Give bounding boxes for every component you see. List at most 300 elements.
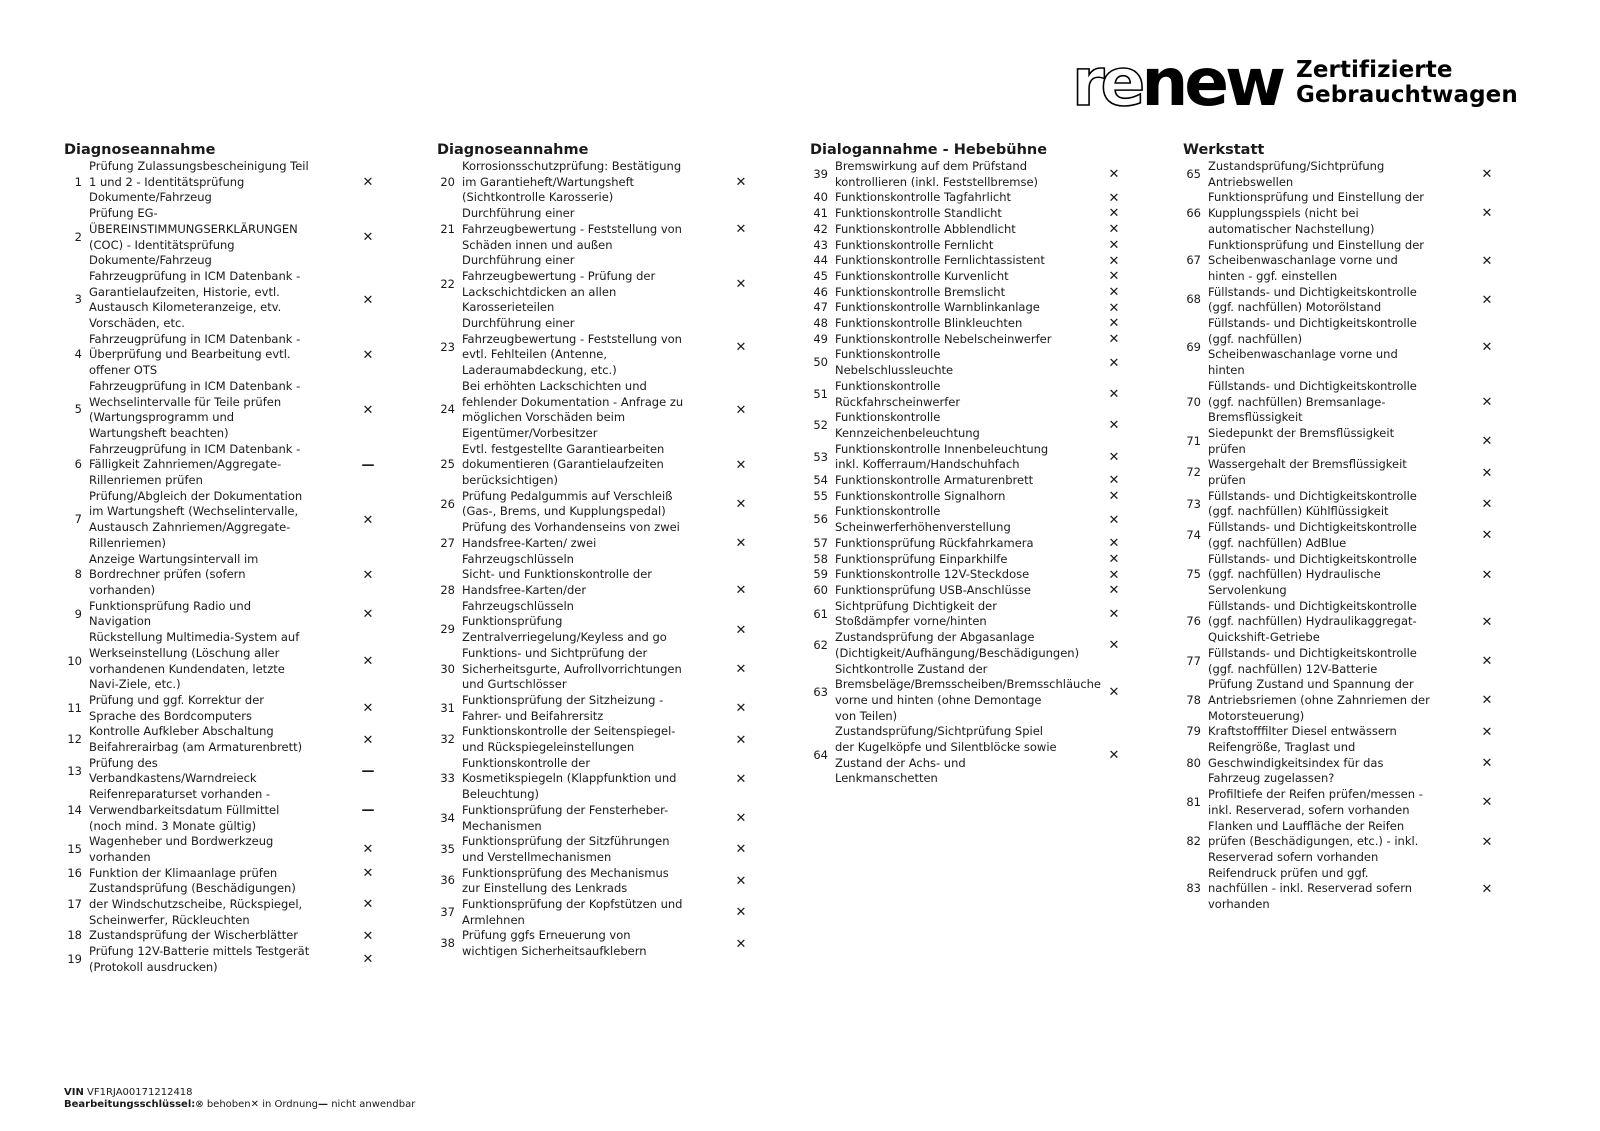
status-mark-icon: ✕	[362, 732, 374, 748]
item-text: Sichtprüfung Dichtigkeit der Stoßdämpfer vorne/hinten	[835, 598, 997, 629]
item-text: Funktionskontrolle Rückfahrscheinwerfer	[835, 378, 961, 409]
status-mark-icon: ✕	[362, 606, 374, 622]
checklist-item	[1183, 599, 1505, 646]
item-number: 57	[813, 535, 828, 550]
item-text: Funktionsprüfung der Kopfstützen und Armlehnen	[462, 897, 683, 927]
item-text: Wagenheber und Bordwerkzeug vorhanden	[89, 834, 274, 864]
checklist-column-3	[810, 141, 1132, 787]
item-text: Evtl. festgestellte Garantiearbeiten dokumentieren (Garantielaufzeiten berücksichtigen)	[462, 441, 665, 488]
status-mark-icon: ✕	[362, 175, 374, 191]
status-mark-icon: ✕	[735, 732, 747, 748]
checklist-item	[64, 866, 386, 882]
item-text: Zustandsprüfung/Sichtprüfung Antriebswellen	[1208, 159, 1385, 189]
status-mark-icon: —	[361, 457, 375, 473]
item-text: Prüfung Zustand und Spannung der Antriebsriemen (ohne Zahnriemen der Motorsteuerung)	[1208, 677, 1430, 723]
item-number: 14	[67, 802, 82, 817]
vin-line: VIN VF1RJA00171212418	[64, 1087, 193, 1098]
status-mark-icon: ✕	[362, 512, 374, 528]
status-mark-icon: ✕	[1108, 269, 1120, 285]
status-mark-icon: ✕	[1481, 567, 1493, 583]
checklist-item	[437, 379, 759, 442]
status-mark-icon: ✕	[735, 811, 747, 827]
status-mark-icon: ✕	[1481, 465, 1493, 481]
status-mark-icon: ✕	[362, 865, 374, 881]
item-text: Funktions- und Sichtprüfung der Sicherheitsgurte, Aufrollvorrichtungen und Gurtschlösser	[462, 645, 682, 692]
item-number: 70	[1186, 394, 1201, 409]
checklist-item	[64, 834, 386, 865]
status-mark-icon: ✕	[362, 292, 374, 308]
item-number: 31	[440, 700, 455, 715]
checklist-item	[64, 552, 386, 599]
checklist-item	[437, 253, 759, 316]
item-text: Funktionskontrolle der Kosmetikspiegeln (Klappfunktion und Beleuchtung)	[462, 755, 677, 802]
checklist-item	[810, 379, 1132, 410]
item-text: Prüfung 12V-Batterie mittels Testgerät (Protokoll ausdrucken)	[89, 944, 310, 974]
checklist-item	[1183, 866, 1505, 913]
item-text: Funktionsprüfung und Einstellung der Scheibenwaschanlage vorne und hinten - ggf. einstellen	[1208, 237, 1425, 283]
item-text: Funktionskontrolle Bremslicht	[835, 284, 1006, 299]
checklist-item	[810, 442, 1132, 473]
checklist-item	[810, 630, 1132, 661]
checklist-item	[64, 269, 386, 332]
checklist-item	[64, 630, 386, 693]
item-text: Durchführung einer Fahrzeugbewertung - Prüfung der Lackschichtdicken an allen Karosserieteilen	[462, 253, 656, 315]
item-text: Füllstands- und Dichtigkeitskontrolle (ggf. nachfüllen) Scheibenwaschanlage vorne und hinten	[1208, 316, 1417, 378]
item-text: Durchführung einer Fahrzeugbewertung - Feststellung von evtl. Fehlteilen (Antenne, Laderaumabdeckung, etc.)	[462, 316, 682, 378]
item-text: Sicht- und Funktionskontrolle der Handsfree-Karten/der Fahrzeugschlüsseln	[462, 567, 653, 613]
item-number: 6	[74, 457, 82, 472]
checklist-item	[64, 379, 386, 442]
item-text: Füllstands- und Dichtigkeitskontrolle (ggf. nachfüllen) Hydraulikaggregat-Quickshift-Getriebe	[1208, 598, 1417, 645]
item-text: Funktionsprüfung des Mechanismus zur Einstellung des Lenkrads	[462, 865, 669, 896]
status-mark-icon: ✕	[1108, 237, 1120, 253]
status-mark-icon: ✕	[362, 347, 374, 363]
status-mark-icon: ✕	[1481, 834, 1493, 850]
checklist-column-1	[64, 141, 386, 976]
item-text: Anzeige Wartungsintervall im Bordrechner prüfen (sofern vorhanden)	[89, 551, 259, 597]
item-text: Prüfung des Vorhandenseins von zwei Handsfree-Karten/ zwei Fahrzeugschlüsseln	[462, 520, 680, 566]
status-mark-icon: ✕	[1481, 434, 1493, 450]
item-number: 15	[67, 842, 82, 857]
status-mark-icon: ✕	[1481, 528, 1493, 544]
item-number: 30	[440, 661, 455, 676]
item-number: 26	[440, 496, 455, 511]
item-text: Fahrzeugprüfung in ICM Datenbank - Wechselintervalle für Teile prüfen (Wartungsprogramm und Wartungsheft beachten)	[89, 378, 301, 440]
checklist-item	[1183, 285, 1505, 316]
item-number: 17	[67, 897, 82, 912]
item-number: 50	[813, 355, 828, 370]
item-number: 39	[813, 166, 828, 181]
status-mark-icon: ✕	[1108, 206, 1120, 222]
checklist-item	[437, 442, 759, 489]
checklist-item	[810, 410, 1132, 441]
status-mark-icon: ✕	[1108, 418, 1120, 434]
vin-value: VF1RJA00171212418	[87, 1087, 193, 1098]
checklist-item	[437, 724, 759, 755]
item-number: 66	[1186, 206, 1201, 221]
status-mark-icon: ✕	[1108, 284, 1120, 300]
checklist-item	[64, 928, 386, 944]
item-number: 25	[440, 457, 455, 472]
checklist-item	[810, 552, 1132, 568]
checklist-item	[810, 332, 1132, 348]
item-text: Funktionskontrolle Nebelschlussleuchte	[835, 347, 954, 378]
checklist-item	[437, 567, 759, 614]
processing-key-legend: Bearbeitungsschlüssel:⊗ behoben✕ in Ordnung— nicht anwendbar	[64, 1099, 416, 1110]
item-number: 35	[440, 842, 455, 857]
item-number: 83	[1186, 881, 1201, 896]
status-mark-icon: ✕	[735, 873, 747, 889]
status-mark-icon: ✕	[1108, 332, 1120, 348]
item-number: 58	[813, 551, 828, 566]
status-mark-icon: ✕	[1108, 222, 1120, 238]
checklist-item	[64, 599, 386, 630]
checklist-item	[810, 473, 1132, 489]
item-text: Prüfung ggfs Erneuerung von wichtigen Sicherheitsaufklebern	[462, 928, 647, 959]
renew-logo	[1072, 44, 1518, 121]
item-text: Funktionskontrolle Fernlicht	[835, 237, 994, 252]
item-text: Prüfung EG-ÜBEREINSTIMMUNGSERKLÄRUNGEN (COC) - Identitätsprüfung Dokumente/Fahrzeug	[89, 206, 298, 268]
status-mark-icon: ✕	[362, 402, 374, 418]
checklist-item	[64, 489, 386, 552]
status-mark-icon: ✕	[735, 622, 747, 638]
checklist-item	[64, 787, 386, 834]
item-text: Zustandsprüfung der Abgasanlage (Dichtigkeit/Aufhängung/Beschädigungen)	[835, 630, 1080, 660]
checklist-item	[810, 504, 1132, 535]
status-mark-icon: ✕	[1108, 253, 1120, 269]
status-mark-icon: ✕	[735, 175, 747, 191]
item-number: 46	[813, 284, 828, 299]
item-number: 44	[813, 253, 828, 268]
checklist-item	[810, 285, 1132, 301]
status-mark-icon: ✕	[735, 222, 747, 238]
item-text: Fahrzeugprüfung in ICM Datenbank - Überprüfung und Bearbeitung evtl. offener OTS	[89, 331, 301, 378]
status-mark-icon: ✕	[1108, 567, 1120, 583]
item-number: 33	[440, 771, 455, 786]
status-mark-icon: ✕	[1481, 693, 1493, 709]
checklist-item	[1183, 379, 1505, 426]
item-text: Funktionskontrolle Nebelscheinwerfer	[835, 331, 1052, 346]
item-number: 77	[1186, 653, 1201, 668]
item-number: 59	[813, 567, 828, 582]
checklist-item	[810, 724, 1132, 787]
status-mark-icon: ✕	[1108, 167, 1120, 183]
item-number: 62	[813, 637, 828, 652]
checklist-item	[1183, 159, 1505, 190]
item-text: Funktionsprüfung und Einstellung der Kupplungsspiels (nicht bei automatischer Nachstellung)	[1208, 190, 1425, 236]
item-number: 51	[813, 386, 828, 401]
item-number: 55	[813, 488, 828, 503]
item-text: Zustandsprüfung der Wischerblätter	[89, 928, 299, 943]
item-text: Funktionskontrolle Blinkleuchten	[835, 316, 1023, 331]
status-mark-icon: ✕	[1481, 496, 1493, 512]
checklist-item	[437, 316, 759, 379]
item-number: 76	[1186, 614, 1201, 629]
item-number: 7	[74, 512, 82, 527]
checklist-item	[437, 646, 759, 693]
item-text: Zustandsprüfung/Sichtprüfung Spiel der Kugelköpfe und Silentblöcke sowie Zustand der Achs- und Lenkmanschetten	[835, 724, 1057, 786]
item-number: 49	[813, 331, 828, 346]
checklist-item	[437, 693, 759, 724]
status-mark-icon: ✕	[1108, 387, 1120, 403]
status-mark-icon: ✕	[362, 842, 374, 858]
item-number: 36	[440, 873, 455, 888]
checklist-item	[1183, 238, 1505, 285]
status-mark-icon: ✕	[735, 936, 747, 952]
status-mark-icon: ✕	[362, 928, 374, 944]
item-text: Wassergehalt der Bremsflüssigkeit prüfen	[1208, 457, 1407, 488]
item-number: 40	[813, 190, 828, 205]
logo-subtitle-line1: Zertifizierte	[1296, 57, 1453, 83]
item-text: Funktionskontrolle Tagfahrlicht	[835, 190, 1012, 205]
status-mark-icon: ✕	[735, 661, 747, 677]
checklist-item	[437, 489, 759, 520]
item-text: Durchführung einer Fahrzeugbewertung - Feststellung von Schäden innen und außen	[462, 206, 682, 252]
item-text: Reifengröße, Traglast und Geschwindigkeitsindex für das Fahrzeug zugelassen?	[1208, 740, 1384, 786]
item-text: Zustandsprüfung (Beschädigungen) der Windschutzscheibe, Rückspiegel, Scheinwerfer, Rückleuchten	[89, 881, 303, 927]
checklist-item	[437, 756, 759, 803]
ok-symbol: ✕	[250, 1099, 260, 1110]
item-number: 56	[813, 512, 828, 527]
item-number: 10	[67, 653, 82, 668]
status-mark-icon: ✕	[1108, 551, 1120, 567]
item-number: 2	[74, 229, 82, 244]
item-text: Korrosionsschutzprüfung: Bestätigung im Garantieheft/Wartungsheft (Sichtkontrolle Karosserie)	[462, 159, 682, 205]
checklist-item	[64, 442, 386, 489]
status-mark-icon: ✕	[735, 771, 747, 787]
checklist-item	[810, 206, 1132, 222]
checklist-item	[1183, 190, 1505, 237]
item-text: Füllstands- und Dichtigkeitskontrolle (ggf. nachfüllen) Hydraulische Servolenkung	[1208, 551, 1417, 597]
item-number: 3	[74, 292, 82, 307]
status-mark-icon: ✕	[1108, 300, 1120, 316]
item-text: Prüfung des Verbandkastens/Warndreieck	[89, 755, 257, 786]
item-text: Prüfung Pedalgummis auf Verschleiß (Gas-, Brems, und Kupplungspedal)	[462, 488, 673, 519]
column-title: Diagnoseannahme	[437, 142, 589, 158]
item-number: 24	[440, 402, 455, 417]
item-text: Funktionskontrolle Abblendlicht	[835, 221, 1016, 236]
status-mark-icon: ✕	[1481, 654, 1493, 669]
status-mark-icon: ✕	[1108, 489, 1120, 505]
item-text: Prüfung Zulassungsbescheinigung Teil 1 und 2 - Identitätsprüfung Dokumente/Fahrzeug	[89, 159, 309, 205]
status-mark-icon: ✕	[1108, 606, 1120, 622]
checklist-item	[1183, 724, 1505, 740]
item-text: Funktionsprüfung USB-Anschlüsse	[835, 582, 1031, 597]
item-number: 67	[1186, 253, 1201, 268]
item-number: 47	[813, 300, 828, 315]
item-text: Sichtkontrolle Zustand der Bremsbeläge/Bremsscheiben/Bremsschläuche vorne und hinten (ohne Demontage von Teilen)	[835, 661, 1101, 723]
status-mark-icon: ✕	[1108, 316, 1120, 332]
checklist-item	[810, 222, 1132, 238]
checklist-item	[810, 190, 1132, 206]
item-text: Funktionsprüfung Einparkhilfe	[835, 551, 1008, 566]
checklist-item	[810, 253, 1132, 269]
item-number: 9	[74, 606, 82, 621]
footer	[64, 1087, 415, 1111]
item-text: Funktionskontrolle Signalhorn	[835, 488, 1006, 503]
column-title: Dialogannahme - Hebebühne	[810, 142, 1048, 158]
status-mark-icon: ✕	[1108, 355, 1120, 371]
item-text: Rückstellung Multimedia-System auf Werkseinstellung (Löschung aller vorhandenen Kundendaten, letzte Navi-Ziele, etc.)	[89, 630, 300, 692]
checklist-item	[810, 159, 1132, 190]
item-number: 72	[1186, 465, 1201, 480]
fixed-symbol: ⊗	[195, 1099, 204, 1110]
checklist-item	[810, 269, 1132, 285]
item-text: Funktionsprüfung der Sitzheizung - Fahrer- und Beifahrersitz	[462, 692, 664, 723]
logo-wordmark: renew	[1072, 44, 1283, 121]
item-text: Funktionskontrolle der Seitenspiegel- und Rückspiegeleinstellungen	[462, 724, 676, 755]
checklist-item	[810, 583, 1132, 599]
status-mark-icon: ✕	[1108, 748, 1120, 764]
checklist-item	[1183, 677, 1505, 724]
item-text: Bremswirkung auf dem Prüfstand kontrollieren (inkl. Feststellbremse)	[835, 159, 1039, 189]
item-number: 69	[1186, 339, 1201, 354]
item-number: 79	[1186, 724, 1201, 739]
item-number: 11	[67, 700, 82, 715]
item-number: 80	[1186, 755, 1201, 770]
item-number: 68	[1186, 292, 1201, 307]
item-number: 78	[1186, 692, 1201, 707]
checklist-item	[64, 332, 386, 379]
checklist-item	[64, 724, 386, 755]
item-number: 18	[67, 928, 82, 943]
item-text: Funktionskontrolle Scheinwerferhöhenverstellung	[835, 504, 1011, 535]
checklist-item	[810, 347, 1132, 378]
item-text: Reifendruck prüfen und ggf. nachfüllen - inkl. Reserverad sofern vorhanden	[1208, 865, 1413, 912]
checklist-item	[1183, 457, 1505, 488]
item-text: Kontrolle Aufkleber Abschaltung Beifahrerairbag (am Armaturenbrett)	[89, 724, 303, 755]
status-mark-icon: ✕	[1481, 253, 1493, 269]
checklist-item	[810, 599, 1132, 630]
item-text: Prüfung/Abgleich der Dokumentation im Wartungsheft (Wechselintervalle, Austausch Zahnriemen/Aggregate-Rillenriemen)	[89, 488, 303, 550]
checklist-column-2	[437, 141, 759, 960]
item-number: 21	[440, 221, 455, 236]
item-number: 32	[440, 732, 455, 747]
status-mark-icon: ✕	[362, 230, 374, 246]
status-mark-icon: ✕	[1481, 881, 1493, 897]
status-mark-icon: ✕	[1481, 167, 1493, 183]
item-number: 53	[813, 449, 828, 464]
item-number: 63	[813, 685, 828, 700]
status-mark-icon: ✕	[735, 496, 747, 512]
item-text: Funktionskontrolle Standlicht	[835, 206, 1002, 221]
status-mark-icon: —	[361, 803, 375, 819]
checklist-item	[437, 159, 759, 206]
item-text: Fahrzeugprüfung in ICM Datenbank - Garantielaufzeiten, Historie, evtl. Austausch Kilometeranzeige, etv. Vorschäden, etc.	[89, 268, 301, 331]
item-text: Funktionsprüfung Zentralverriegelung/Keyless and go	[462, 614, 667, 645]
item-text: Funktionskontrolle Innenbeleuchtung inkl. Kofferraum/Handschuhfach	[835, 441, 1049, 472]
checklist-item	[64, 756, 386, 787]
item-number: 20	[440, 174, 455, 189]
item-text: Funktionsprüfung der Sitzführungen und Verstellmechanismen	[462, 834, 670, 864]
status-mark-icon: ✕	[1481, 724, 1493, 740]
checklist-item	[437, 520, 759, 567]
item-number: 19	[67, 952, 82, 966]
status-mark-icon: ✕	[362, 567, 374, 583]
checklist-item	[437, 206, 759, 253]
status-mark-icon: ✕	[735, 583, 747, 599]
status-mark-icon: ✕	[1481, 756, 1493, 772]
item-number: 23	[440, 339, 455, 354]
item-number: 48	[813, 316, 828, 331]
logo-subtitle	[1296, 58, 1518, 108]
item-text: Funktionsprüfung Radio und Navigation	[89, 598, 251, 629]
item-text: Fahrzeugprüfung in ICM Datenbank - Fälligkeit Zahnriemen/Aggregate-Rillenriemen prüfen	[89, 441, 301, 488]
item-number: 41	[813, 206, 828, 221]
item-text: Füllstands- und Dichtigkeitskontrolle (ggf. nachfüllen) Motorölstand	[1208, 284, 1417, 315]
item-number: 82	[1186, 834, 1201, 849]
item-text: Kraftstofffilter Diesel entwässern	[1208, 724, 1397, 739]
na-symbol: —	[318, 1099, 329, 1110]
column-title: Werkstatt	[1183, 142, 1265, 158]
status-mark-icon: ✕	[735, 402, 747, 418]
item-number: 12	[67, 732, 82, 747]
checklist-item	[437, 897, 759, 928]
item-number: 52	[813, 418, 828, 433]
checklist-item	[437, 803, 759, 834]
item-number: 75	[1186, 567, 1201, 582]
item-number: 43	[813, 237, 828, 252]
checklist-item	[810, 300, 1132, 316]
status-mark-icon: ✕	[1481, 394, 1493, 410]
checklist-item	[64, 206, 386, 269]
item-text: Funktionskontrolle Warnblinkanlage	[835, 300, 1040, 315]
checklist-item	[437, 614, 759, 645]
item-number: 60	[813, 582, 828, 597]
checklist-item	[810, 567, 1132, 583]
status-mark-icon: —	[361, 763, 375, 779]
checklist-item	[810, 489, 1132, 505]
item-number: 61	[813, 606, 828, 621]
checklist-item	[810, 238, 1132, 254]
item-number: 29	[440, 622, 455, 637]
status-mark-icon: ✕	[1108, 473, 1120, 489]
item-number: 73	[1186, 496, 1201, 511]
item-text: Funktionskontrolle Fernlichtassistent	[835, 253, 1045, 268]
checklist-item	[1183, 819, 1505, 866]
item-number: 42	[813, 221, 828, 236]
item-text: Funktionskontrolle Kurvenlicht	[835, 268, 1009, 283]
status-mark-icon: ✕	[735, 842, 747, 858]
status-mark-icon: ✕	[735, 905, 747, 921]
item-text: Füllstands- und Dichtigkeitskontrolle (ggf. nachfüllen) Bremsanlage-Bremsflüssigkeit	[1208, 378, 1417, 425]
checklist-item	[1183, 646, 1505, 677]
item-text: Profiltiefe der Reifen prüfen/messen - inkl. Reserverad, sofern vorhanden	[1208, 787, 1423, 817]
item-number: 13	[67, 763, 82, 778]
checklist-item	[1183, 520, 1505, 551]
item-text: Funktionskontrolle Kennzeichenbeleuchtung	[835, 410, 980, 440]
item-text: Prüfung und ggf. Korrektur der Sprache des Bordcomputers	[89, 692, 265, 723]
status-mark-icon: ✕	[1481, 206, 1493, 222]
item-number: 34	[440, 810, 455, 825]
status-mark-icon: ✕	[1481, 339, 1493, 355]
checklist-item	[437, 834, 759, 865]
checklist-item	[810, 662, 1132, 725]
item-text: Funktionsprüfung Rückfahrkamera	[835, 535, 1034, 550]
status-mark-icon: ✕	[735, 339, 747, 355]
item-number: 5	[74, 402, 82, 417]
item-number: 64	[813, 747, 828, 762]
item-text: Funktionskontrolle Armaturenbrett	[835, 473, 1034, 488]
item-text: Füllstands- und Dichtigkeitskontrolle (ggf. nachfüllen) Kühlflüssigkeit	[1208, 488, 1417, 519]
status-mark-icon: ✕	[1108, 449, 1120, 465]
item-number: 1	[74, 174, 82, 189]
checklist-item	[1183, 489, 1505, 520]
status-mark-icon: ✕	[735, 457, 747, 473]
item-number: 74	[1186, 528, 1201, 543]
item-text: Funktionskontrolle 12V-Steckdose	[835, 567, 1030, 582]
item-number: 37	[440, 904, 455, 919]
